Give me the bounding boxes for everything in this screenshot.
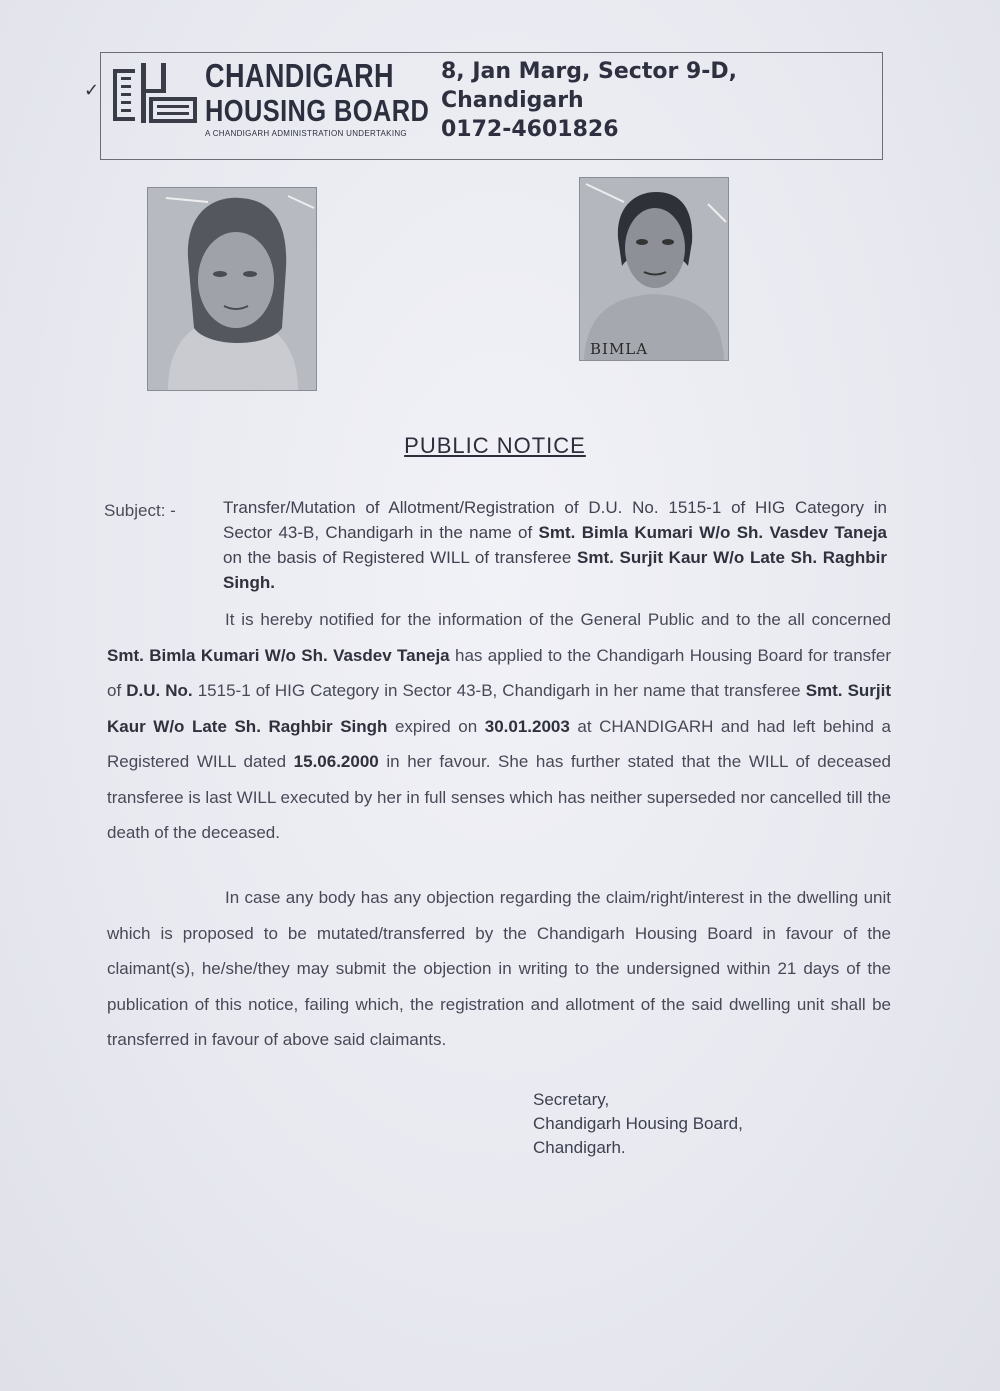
paragraph-text-part: expired on [387,716,485,736]
pen-mark: ✓ [84,80,100,100]
brand-name-line2: HOUSING BOARD [205,93,430,128]
portrait-photo-icon [580,178,728,360]
claimant-name: Smt. Bimla Kumari W/o Sh. Vasdev Taneja [107,645,450,665]
notice-paragraph-1 [107,602,891,851]
letterhead [100,52,883,160]
signature-block [533,1088,743,1160]
photo-caption: BIMLA [590,340,649,358]
portrait-photo-icon [148,188,316,390]
photo-claimant [579,177,729,361]
subject-label: Subject: - [104,501,176,520]
photo-transferee [147,187,317,391]
signatory-title: Secretary, [533,1090,610,1109]
paragraph-text-part: at CHANDIGARH and had left behind a Registered WILL dated [107,716,891,771]
date-of-death: 30.01.2003 [484,716,570,736]
subject-transferee-name: Smt. Surjit Kaur W/o Late Sh. Raghbir Singh. [223,548,887,592]
address-block [441,57,737,144]
notice-paragraph-2: In case any body has any objection regarding the claim/right/interest in the dwelling unit which is proposed to be mutated/transferred by the Chandigarh Housing Board in favour of the claimant(s), he/she/they may submit the objection in writing to the undersigned within 21 days of the publication of this notice, failing which, the registration and allotment of the said dwelling unit shall be transferred in favour of above said claimants. [107,888,891,1049]
phone-number: 0172-4601826 [441,117,619,142]
paragraph-text-part: has applied to the Chandigarh Housing Board for transfer of [107,645,891,700]
du-number-label: D.U. No. [126,681,193,700]
brand-tagline: A CHANDIGARH ADMINISTRATION UNDERTAKING [205,129,407,138]
paragraph-text-part: It is hereby notified for the information of the General Public and to the all concerned [225,610,891,629]
paragraph-text-part: 1515-1 of HIG Category in Sector 43-B, Chandigarh in her name that transferee [192,681,806,700]
address-line2: Chandigarh [441,88,584,113]
subject-text-part: on the basis of Registered WILL of transferee [223,548,577,567]
will-date: 15.06.2000 [293,752,379,771]
subject-claimant-name: Smt. Bimla Kumari W/o Sh. Vasdev Taneja [538,523,887,542]
signatory-city: Chandigarh. [533,1138,626,1157]
subject-text [223,495,887,595]
transferee-name: Smt. Surjit Kaur W/o Late Sh. Raghbir Singh [107,681,892,736]
paragraph-text-part: in her favour. She has further stated that the WILL of deceased transferee is last WILL executed by her in full senses which has neither superseded nor cancelled till the death of the deceased. [107,752,892,842]
signatory-org: Chandigarh Housing Board, [533,1114,743,1133]
page-title: PUBLIC NOTICE [404,433,586,458]
address-line1: 8, Jan Marg, Sector 9-D, [441,59,738,84]
chb-logo-icon [109,61,201,131]
subject-text-part: Transfer/Mutation of Allotment/Registration of D.U. No. 1515-1 of HIG Category in Sector 43-B, Chandigarh in the name of [223,498,887,542]
brand-name-line1: CHANDIGARH [205,57,395,94]
